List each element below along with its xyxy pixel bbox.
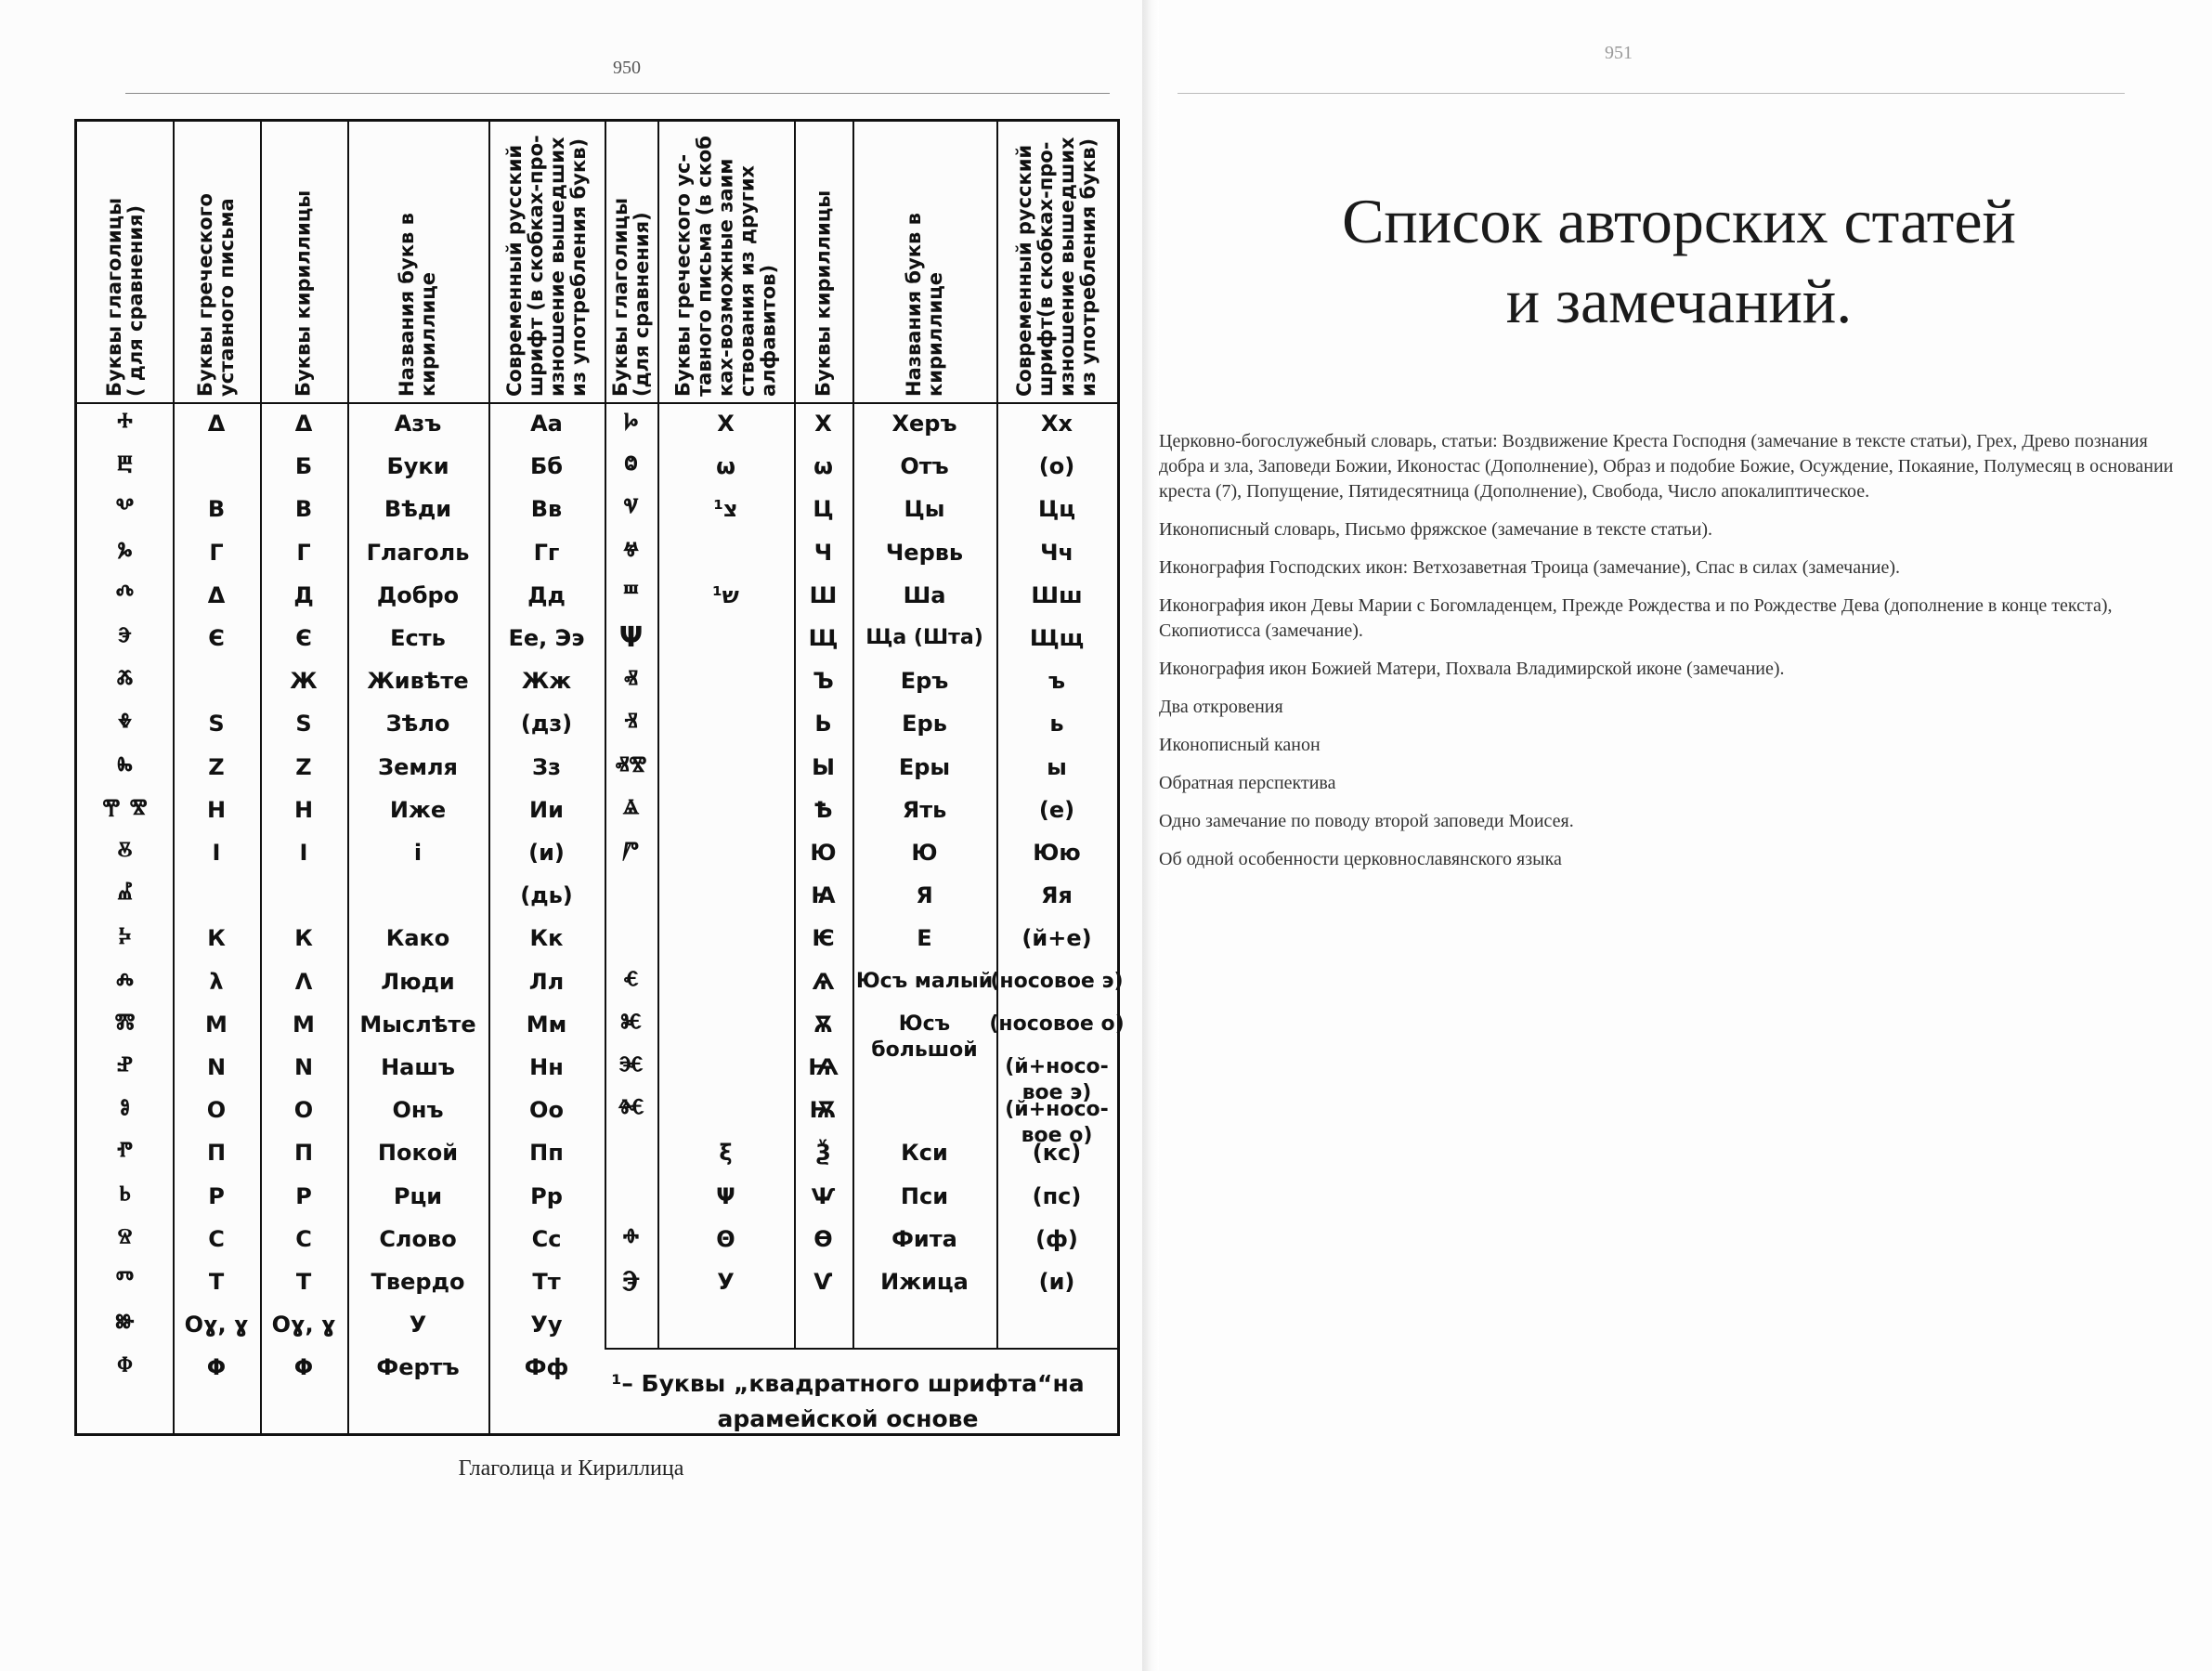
table-cell: Λ [294,968,313,995]
page-number-right: 951 [1605,43,1633,63]
table-cell: О [293,1097,314,1124]
table-cell: М [293,1011,315,1038]
letter-name: Земля [378,753,458,780]
table-cell: У [717,1269,735,1295]
table-cell: Р [208,1182,225,1209]
column-header [794,122,852,402]
article-entry: Иконография икон Девы Марии с Богомладенцем, Прежде Рождества и по Рождестве Дева (дополнение в конце текста), Скопиотисса (замечание). [1159,595,2113,641]
letter-name: Ерь [902,711,947,738]
table-cell: Ѕ [208,711,225,738]
letter-name: Червь [885,539,964,566]
glagolitic-letter: ⱑ [622,792,640,826]
glagolitic-letter: ⱈ [623,407,639,439]
glagolitic-letter: ⱄ [117,1221,133,1255]
glagolitic-letter: ⱏ [624,664,638,698]
glagolitic-letter: ⱏⰺ [615,750,647,783]
table-cell: Нн [529,1054,564,1080]
table-cell: С [208,1225,225,1252]
header-divider [77,402,1117,404]
column-divider [657,122,659,1348]
glagolitic-letter: ⱂ [117,1136,133,1169]
book-gutter [1142,0,1159,1671]
glagolitic-letter: ⰹ ⰺ [102,792,148,826]
table-cell: N [206,1054,227,1080]
table-cell: Оɣ, ɣ [184,1312,249,1338]
glagolitic-letter: ⰿ [114,1007,136,1040]
letter-name: Фита [891,1225,957,1252]
letter-name: Како [385,925,450,952]
table-cell: Р [295,1182,312,1209]
table-cell: Тт [532,1269,561,1295]
article-entry: Иконописный канон [1159,735,1321,755]
letter-name: Люди [381,968,455,995]
table-cell: ש¹ [712,581,739,608]
table-cell: Ц [813,496,834,523]
table-cell: П [206,1140,227,1167]
glagolitic-letter: ⰰ [117,407,133,439]
table-cell: Ψ [716,1182,735,1209]
glagolitic-letter: ⱓ [623,836,639,868]
letter-name: Ять [902,796,947,823]
letter-name: Буки [386,453,449,480]
letter-name: Мыслѣте [359,1011,476,1038]
table-cell: Оɣ, ɣ [271,1312,336,1338]
letter-name: У [409,1312,427,1338]
table-cell: (ф) [1035,1225,1078,1252]
table-cell: Кк [529,925,564,952]
table-cell: Г [209,539,224,566]
table-cell: ω [716,453,735,480]
column-header-label: Современный русский шрифт(в скобках-про- изношение вышедших из употребления букв) [1013,137,1099,397]
letter-name: Иже [389,796,447,823]
table-cell: Ѩ [808,1054,839,1080]
table-cell: І [212,840,221,866]
table-cell: Пп [529,1140,564,1167]
table-cell: Н [206,796,227,823]
table-cell: В [294,496,313,523]
table-cell: Ь [814,711,832,738]
column-header [488,122,605,402]
table-cell: К [294,925,313,952]
column-header-label: Современный русский шрифт (в скобках-про- изношение вышедших из употребления букв) [502,135,590,397]
table-cell: Є [208,625,225,651]
table-cell: Т [208,1269,225,1295]
article-entry: Обратная перспектива [1159,773,1336,793]
column-divider [173,122,175,1433]
glagolitic-letter: ⱗ [618,1051,644,1083]
table-cell: Ж [290,668,318,695]
table-cell: Ѕ [295,711,312,738]
article-entry: Одно замечание по поводу второй заповеди Моисея. [1159,811,1574,831]
column-header-label: Буквы кириллицы [812,189,834,397]
table-cell: (пс) [1032,1182,1082,1209]
column-header [173,122,260,402]
table-cell: Б [294,453,313,480]
table-cell: (и) [528,840,565,866]
table-cell: Ζ [295,753,312,780]
table-cell: Ѱ [811,1182,836,1209]
table-cell: (носовое э) [990,969,1124,993]
glagolitic-letter: ⱍ [623,535,639,568]
table-cell: К [207,925,226,952]
glagolitic-letter: ⰸ [117,750,133,783]
table-cell: Сс [531,1225,562,1252]
table-cell: Зз [532,753,561,780]
column-header-label: Буквы греческого ус- тавного письма (в скоб ках-возможные заим ствования из других алфавитов) [671,136,779,397]
table-cell: Θ [716,1225,735,1252]
column-divider [852,122,854,1348]
table-cell: Ѭ [809,1097,838,1124]
right-page [1159,0,2212,1671]
table-cell: (кс) [1032,1140,1082,1167]
table-cell: Юю [1033,840,1081,866]
table-cell: צ¹ [713,496,738,523]
table-cell: Аа [530,411,563,437]
table-cell: Φ [293,1354,314,1381]
table-cell: Оо [529,1097,564,1124]
glagolitic-letter: ⱉ [624,450,638,483]
table-cell: Чч [1040,539,1073,566]
table-cell: (й+носо- вое о) [1005,1098,1109,1148]
table-cell: Г [296,539,311,566]
letter-name: Онъ [392,1097,444,1124]
table-cell: Уу [530,1312,563,1338]
glagolitic-letter: ⱁ [120,1093,130,1127]
letter-name: Нашъ [381,1054,455,1080]
table-cell: Ѣ [813,796,833,823]
table-cell: Д [293,581,314,608]
column-header [260,122,347,402]
glagolitic-letter: ⱙ [618,1093,644,1127]
column-divider [347,122,349,1433]
table-cell: Ѯ [815,1140,831,1167]
letter-name: Цы [904,496,945,523]
table-cell: М [205,1011,228,1038]
letter-name: Еръ [900,668,949,695]
table-cell: І [299,840,308,866]
column-divider [996,122,998,1348]
table-cell: Хх [1041,411,1073,437]
glagolitic-letter: ⰽ [118,921,132,955]
column-header [852,122,996,402]
letter-name: Азъ [394,411,442,437]
column-divider [605,122,606,1348]
glagolitic-letter: ⰵ [118,621,132,654]
table-cell: О [206,1097,227,1124]
glagolitic-letter: ⱌ [623,492,639,526]
column-header [996,122,1117,402]
table-cell: Ѧ [812,968,835,995]
letter-name: Кси [901,1140,948,1167]
letter-name: Глаголь [366,539,470,566]
table-cell: Фф [524,1354,569,1381]
column-header-label: Буквы греческого уставного письма [194,193,238,397]
table-cell: Ѵ [813,1269,833,1295]
table-cell: Β [207,496,226,523]
table-cell: Ии [529,796,564,823]
table-cell: Щ [808,625,839,651]
table-cell: Цц [1037,496,1076,523]
column-header-label: Буквы кириллицы [292,189,315,397]
column-divider [488,122,490,1433]
glagolitic-letter: ⱔ [623,964,639,998]
letter-name: Фертъ [376,1354,460,1381]
page-title: Список авторских статей и замечаний. [1342,186,2016,336]
table-cell: Т [295,1269,312,1295]
glagolitic-letter: ⰻ [117,836,133,868]
column-header [657,122,794,402]
letter-name: Зѣло [385,711,450,738]
table-cell: Ы [812,753,835,780]
column-header [77,122,173,402]
glagolitic-letter: ⱀ [117,1051,133,1083]
table-cell: (носовое о) [989,1012,1125,1036]
column-header-label: Названия букв в кириллице [396,213,439,397]
letter-name: Вѣди [384,496,452,523]
table-cell: Δ [207,581,226,608]
table-cell: ъ [1047,668,1066,695]
articles-list [1159,429,2190,885]
column-header-label: Буквы глаголицы ( для сравнения) [102,197,147,397]
table-cell: Δ [294,411,313,437]
glagolitic-letter: Ψ [618,621,644,654]
table-cell: λ [209,968,224,995]
table-cell: Ю [810,840,837,866]
header-rule [1178,93,2125,94]
letter-name: Юсъ малый [855,969,994,993]
letter-name: Живѣте [367,668,469,695]
table-cell: С [295,1225,312,1252]
table-cell: Χ [717,411,735,437]
table-cell: Лл [528,968,565,995]
table-cell: Є [295,625,312,651]
letter-name: Ша [903,581,946,608]
column-header [347,122,488,402]
table-cell: (й+е) [1021,925,1092,952]
column-divider [794,122,796,1348]
letter-name: Отъ [900,453,949,480]
header-rule [125,93,1110,94]
table-cell: Ѫ [813,1011,833,1038]
table-cell: (дз) [520,711,573,738]
table-cell: Ч [813,539,833,566]
letter-name: Есть [390,625,446,651]
table-cell: Яя [1041,882,1073,909]
glagolitic-letter: ⱚ [622,1221,640,1255]
glagolitic-letter: ⰼ [117,879,133,912]
table-cell: Гг [533,539,560,566]
letter-name: Ща (Шта) [865,626,983,649]
glagolitic-letter: Ⰵ [621,1265,641,1298]
glagolitic-letter: ⱃ [119,1179,131,1212]
table-cell: ы [1047,753,1067,780]
letter-name: Твердо [371,1269,465,1295]
table-cell: Шш [1031,581,1083,608]
table-cell: (е) [1038,796,1075,823]
column-divider [260,122,262,1433]
table-cell: ь [1049,711,1064,738]
article-entry: Иконография Господских икон: Ветхозаветная Троица (замечание), Спас в силах (замечание). [1159,557,1901,578]
table-cell: П [293,1140,314,1167]
table-cell: Рр [530,1182,563,1209]
table-cell: Вв [530,496,563,523]
table-cell: Δ [207,411,226,437]
glagolitic-letter: ⱆ [115,1308,135,1341]
table-cell: (и) [1038,1269,1075,1295]
glagolitic-letter: ⰷ [118,707,132,740]
glagolitic-letter: ⱅ [115,1265,135,1298]
table-cell: Ее, Ээ [508,625,585,651]
letter-name: Юсъ большой [871,1012,978,1062]
letter-name: Еры [898,753,951,780]
letter-name: і [413,840,423,866]
glagolitic-letter: ⱐ [624,707,638,740]
table-cell: Ш [809,581,838,608]
glagolitic-letter: ⰱ [117,450,133,483]
table-cell: Н [293,796,314,823]
table-cell: Ꙗ [811,882,836,909]
table-cell: Ζ [208,753,225,780]
letter-name: Слово [379,1225,457,1252]
table-caption: Глаголица и Кириллица [458,1456,684,1481]
glagolitic-letter: ⱘ [620,1007,642,1040]
table-cell: ω [813,453,833,480]
letter-name: Добро [376,581,460,608]
column-header [605,122,657,402]
table-cell: Ъ [813,668,834,695]
letter-name: Ижица [880,1269,969,1295]
table-cell: Бб [529,453,564,480]
glagolitic-letter: ⰳ [117,535,133,568]
letter-name: Херъ [891,411,957,437]
footnote-divider [605,1348,1117,1350]
article-entry: Об одной особенности церковнославянского языка [1159,849,1562,869]
letter-name: Рци [393,1182,443,1209]
glagolitic-letter: ⱎ [623,578,639,611]
alphabet-table [74,119,1125,1436]
article-entry: Иконописный словарь, Письмо фряжское (замечание в тексте статьи). [1159,519,1713,540]
table-cell: Х [814,411,832,437]
letter-name: Пси [900,1182,949,1209]
table-cell: (й+носо- вое э) [1005,1055,1109,1104]
table-cell: Дд [527,581,566,608]
column-header-label: Названия букв в кириллице [902,213,946,397]
letter-name: Е [917,925,932,952]
table-footnote: ¹– Буквы „квадратного шрифта“на арамейской основе [611,1370,1085,1432]
letter-name: Я [916,882,933,909]
glagolitic-letter: ⰲ [115,492,135,526]
table-cell: Φ [206,1354,227,1381]
letter-name: Покой [377,1140,459,1167]
page-number-left: 950 [613,58,641,78]
glagolitic-letter: ⱇ [117,1351,133,1384]
table-cell: Ѥ [812,925,835,952]
table-cell: N [293,1054,314,1080]
glagolitic-letter: ⰴ [115,578,135,611]
article-entry: Иконография икон Божией Матери, Похвала Владимирской иконе (замечание). [1159,659,1785,679]
table-cell: Мм [526,1011,567,1038]
glagolitic-letter: ⰶ [116,664,134,698]
column-header-label: Буквы глаголицы (для сравнения) [608,197,653,397]
table-cell: ξ [719,1140,733,1167]
table-cell: Жж [521,668,572,695]
table-cell: Ѳ [813,1225,833,1252]
table-cell: (о) [1038,453,1075,480]
table-cell: Щщ [1029,625,1085,651]
glagolitic-letter: ⰾ [116,964,134,998]
article-entry: Церковно-богослужебный словарь, статьи: Воздвижение Креста Господня (замечание в тексте статьи), Грех, Древо познания добра и зла, Заповеди Божии, Иконостас (Дополнение), Образ и подобие Божие, Осуждение, Покаяние, Полумесяц в основании креста (7), Попущение, Пятидесятница (Дополнение), Свобода, Число апокалиптическое. [1159,431,2174,502]
article-entry: Два откровения [1159,697,1283,717]
letter-name: Ю [911,840,938,866]
table-cell: (дь) [520,882,573,909]
